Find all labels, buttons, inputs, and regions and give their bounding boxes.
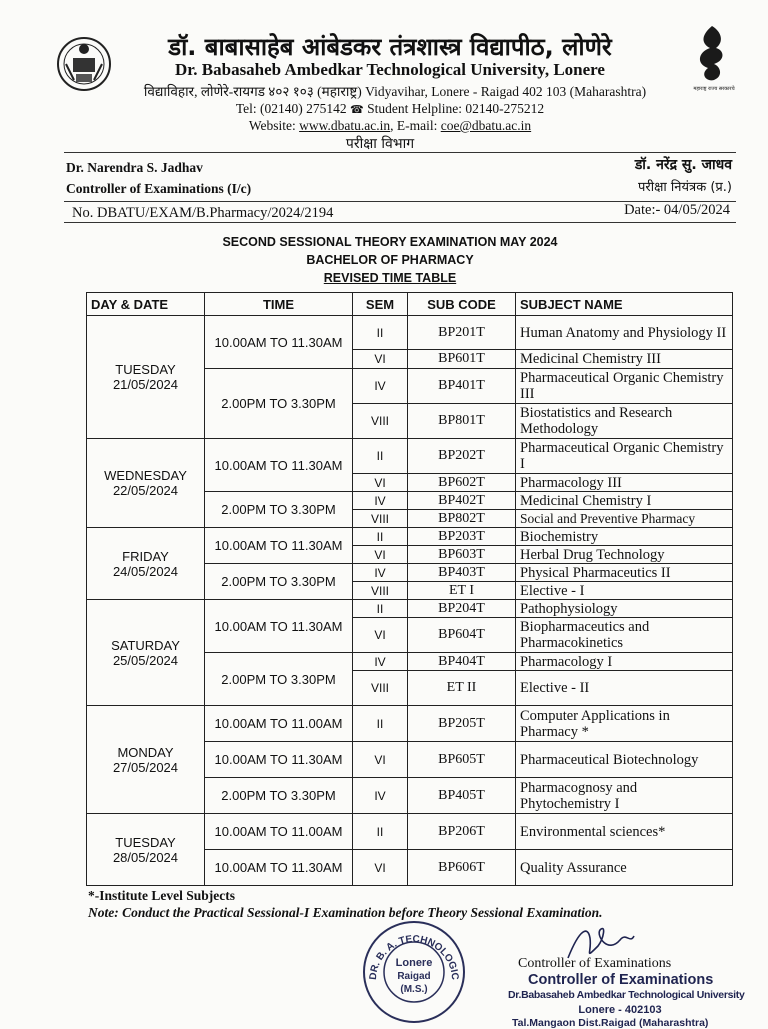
sem-cell: VIII <box>353 510 408 528</box>
sem-cell: VI <box>353 742 408 778</box>
time-cell: 2.00PM TO 3.30PM <box>205 369 353 439</box>
exam-title: SECOND SESSIONAL THEORY EXAMINATION MAY 2024 <box>222 235 558 249</box>
institute-level-note: *-Institute Level Subjects <box>88 888 235 903</box>
sem-cell: II <box>353 600 408 618</box>
table-row <box>87 439 733 474</box>
sem-cell: VIII <box>353 404 408 439</box>
website-label: Website: <box>248 118 296 133</box>
header-sem: SEM <box>353 293 408 316</box>
subject-cell: Medicinal Chemistry I <box>516 492 733 510</box>
table-row <box>87 814 733 850</box>
sem-cell: VI <box>353 546 408 564</box>
code-cell: BP202T <box>408 439 516 474</box>
seal-outer-text: DR. B. A. TECHNOLOGIC <box>367 933 461 981</box>
web-line: Website: www.dbatu.ac.in, E-mail: coe@dbatu.ac.in <box>248 118 532 133</box>
program-title: BACHELOR OF PHARMACY <box>306 253 474 267</box>
email-label: E-mail: <box>396 118 438 133</box>
sem-cell: IV <box>353 564 408 582</box>
telephone: Tel: (02140) 275142 <box>235 101 347 116</box>
practical-note: Note: Conduct the Practical Sessional-I Examination before Theory Sessional Examination. <box>88 905 603 920</box>
time-cell: 2.00PM TO 3.30PM <box>205 564 353 600</box>
subject-cell: Environmental sciences* <box>516 814 733 850</box>
subject-cell: Biostatistics and Research Methodology <box>516 404 733 439</box>
subject-cell: Pharmacology III <box>516 474 733 492</box>
code-cell: BP401T <box>408 369 516 404</box>
signatory-title: Controller of Examinations <box>518 956 672 971</box>
university-address: विद्याविहार, लोणेरे-रायगड ४०२ १०३ (महाराष्ट्र) Vidyavihar, Lonere - Raigad 402 103 (Maharashtra) <box>143 84 647 99</box>
sem-cell: II <box>353 706 408 742</box>
sem-cell: VI <box>353 618 408 653</box>
sem-cell: IV <box>353 369 408 404</box>
sem-cell: II <box>353 814 408 850</box>
subject-cell: Pathophysiology <box>516 600 733 618</box>
reference-number: No. DBATU/EXAM/B.Pharmacy/2024/2194 <box>72 205 334 221</box>
subject-cell: Elective - II <box>516 671 733 706</box>
code-cell: ET I <box>408 582 516 600</box>
subject-cell: Medicinal Chemistry III <box>516 350 733 369</box>
day-cell: TUESDAY 28/05/2024 <box>87 814 205 886</box>
header-subject-name: SUBJECT NAME <box>516 293 733 316</box>
department-hindi: परीक्षा विभाग <box>345 136 415 152</box>
code-cell: BP605T <box>408 742 516 778</box>
subject-cell: Quality Assurance <box>516 850 733 886</box>
table-row <box>87 528 733 546</box>
time-cell: 10.00AM TO 11.30AM <box>205 439 353 492</box>
time-cell: 10.00AM TO 11.00AM <box>205 814 353 850</box>
sem-cell: IV <box>353 778 408 814</box>
code-cell: BP203T <box>408 528 516 546</box>
sem-cell: VIII <box>353 582 408 600</box>
code-cell: BP602T <box>408 474 516 492</box>
sem-cell: VI <box>353 850 408 886</box>
time-cell: 10.00AM TO 11.30AM <box>205 528 353 564</box>
day-cell: SATURDAY 25/05/2024 <box>87 600 205 706</box>
code-cell: BP801T <box>408 404 516 439</box>
sem-cell: II <box>353 316 408 350</box>
subject-cell: Pharmaceutical Organic Chemistry III <box>516 369 733 404</box>
code-cell: BP402T <box>408 492 516 510</box>
officer-name-hindi: डॉ. नरेंद्र सु. जाधव <box>634 157 732 173</box>
stamp-location: Lonere - 402103 <box>578 1004 662 1016</box>
time-cell: 10.00AM TO 11.00AM <box>205 706 353 742</box>
email-link[interactable]: coe@dbatu.ac.in <box>440 118 532 133</box>
code-cell: BP201T <box>408 316 516 350</box>
officer-name: Dr. Narendra S. Jadhav <box>66 160 203 175</box>
time-cell: 10.00AM TO 11.30AM <box>205 600 353 653</box>
code-cell: BP604T <box>408 618 516 653</box>
sem-cell: VIII <box>353 671 408 706</box>
header-divider <box>64 152 736 153</box>
stamp-university: Dr.Babasaheb Ambedkar Technological University <box>508 989 745 1001</box>
table-header-row <box>87 293 733 316</box>
header-time: TIME <box>205 293 353 316</box>
university-name-hindi: डॉ. बाबासाहेब आंबेडकर तंत्रशास्त्र विद्यापीठ, लोणेरे <box>168 33 612 61</box>
subject-cell: Pharmaceutical Organic Chemistry I <box>516 439 733 474</box>
code-cell: BP404T <box>408 653 516 671</box>
seal-line-1: Lonere <box>395 957 433 969</box>
website-link[interactable]: www.dbatu.ac.in <box>299 118 391 133</box>
code-cell: BP206T <box>408 814 516 850</box>
subject-cell: Pharmacognosy and Phytochemistry I <box>516 778 733 814</box>
reference-date: Date:- 04/05/2024 <box>624 202 730 218</box>
time-cell: 2.00PM TO 3.30PM <box>205 492 353 528</box>
code-cell: BP403T <box>408 564 516 582</box>
stamp-title: Controller of Examinations <box>528 972 714 988</box>
time-cell: 10.00AM TO 11.30AM <box>205 316 353 369</box>
sem-cell: II <box>353 439 408 474</box>
subject-cell: Physical Pharmaceutics II <box>516 564 733 582</box>
subject-cell: Elective - I <box>516 582 733 600</box>
subject-cell: Pharmaceutical Biotechnology <box>516 742 733 778</box>
day-cell: FRIDAY 24/05/2024 <box>87 528 205 600</box>
timetable <box>86 292 733 886</box>
sem-cell: VI <box>353 350 408 369</box>
subject-cell: Herbal Drug Technology <box>516 546 733 564</box>
table-row <box>87 706 733 742</box>
officer-designation: Controller of Examinations (I/c) <box>66 181 252 196</box>
officer-designation-hindi: परीक्षा नियंत्रक (प्र.) <box>638 180 732 195</box>
code-cell: BP205T <box>408 706 516 742</box>
sem-cell: IV <box>353 492 408 510</box>
emblem-caption: महाराष्ट्र राज्य सरकारचे <box>693 86 735 92</box>
table-row <box>87 600 733 618</box>
time-cell: 10.00AM TO 11.30AM <box>205 850 353 886</box>
subject-cell: Biochemistry <box>516 528 733 546</box>
code-cell: BP405T <box>408 778 516 814</box>
subject-cell: Pharmacology I <box>516 653 733 671</box>
code-cell: ET II <box>408 671 516 706</box>
table-row <box>87 316 733 350</box>
ref-divider-bottom <box>64 222 736 223</box>
sem-cell: II <box>353 528 408 546</box>
code-cell: BP606T <box>408 850 516 886</box>
seal-line-2: Raigad <box>397 971 431 982</box>
subject-cell: Biopharmaceutics and Pharmacokinetics <box>516 618 733 653</box>
header-day-date: DAY & DATE <box>87 293 205 316</box>
day-cell: TUESDAY 21/05/2024 <box>87 316 205 439</box>
university-name-english: Dr. Babasaheb Ambedkar Technological University, Lonere <box>175 60 605 79</box>
code-cell: BP802T <box>408 510 516 528</box>
code-cell: BP603T <box>408 546 516 564</box>
stamp-district: Tal.Mangaon Dist.Raigad (Maharashtra) <box>512 1017 709 1029</box>
sem-cell: VI <box>353 474 408 492</box>
timetable-title: REVISED TIME TABLE <box>323 271 457 285</box>
day-cell: WEDNESDAY 22/05/2024 <box>87 439 205 528</box>
day-cell: MONDAY 27/05/2024 <box>87 706 205 814</box>
time-cell: 2.00PM TO 3.30PM <box>205 778 353 814</box>
state-emblem <box>690 22 734 92</box>
phone-icon: ☎ <box>350 104 364 116</box>
student-helpline: Student Helpline: 02140-275212 <box>367 101 545 116</box>
code-cell: BP601T <box>408 350 516 369</box>
time-cell: 2.00PM TO 3.30PM <box>205 653 353 706</box>
time-cell: 10.00AM TO 11.30AM <box>205 742 353 778</box>
sem-cell: IV <box>353 653 408 671</box>
header-sub-code: SUB CODE <box>408 293 516 316</box>
subject-cell: Human Anatomy and Physiology II <box>516 316 733 350</box>
contact-line <box>140 101 640 117</box>
seal-line-3: (M.S.) <box>400 984 428 995</box>
university-seal <box>362 920 466 1024</box>
subject-cell: Computer Applications in Pharmacy * <box>516 706 733 742</box>
subject-cell: Social and Preventive Pharmacy <box>516 510 733 528</box>
code-cell: BP204T <box>408 600 516 618</box>
